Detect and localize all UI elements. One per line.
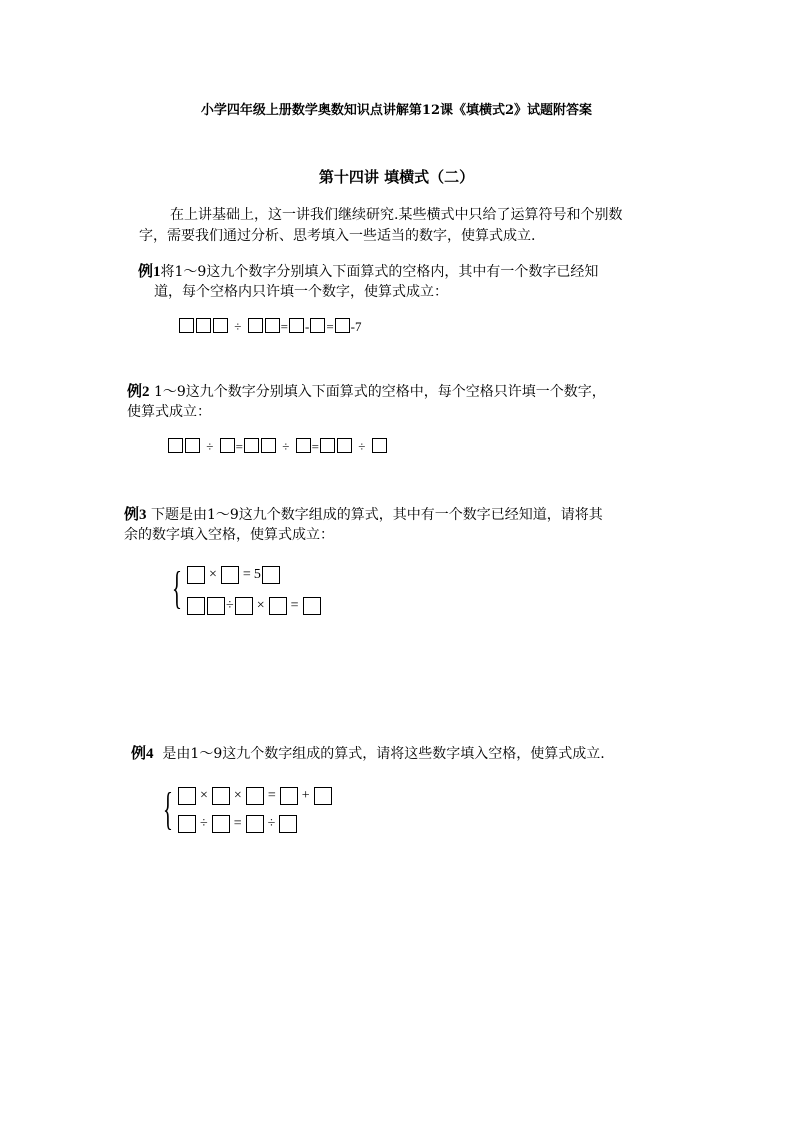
example-4-line-1	[131, 744, 605, 764]
example-3-text-1: 下题是由1～9这九个数字组成的算式，其中有一个数字已经知道，请将其	[150, 507, 603, 523]
example-1-text-1: 将1～9这九个数字分别填入下面算式的空格内，其中有一个数字已经知	[160, 264, 599, 280]
example-1-text-2: 道，每个空格内只许填一个数字，使算式成立：	[154, 284, 448, 300]
blank-box[interactable]	[296, 438, 311, 453]
blank-box[interactable]	[244, 438, 259, 453]
blank-box[interactable]	[303, 597, 321, 615]
times-sign: ×	[200, 788, 208, 803]
example-4-text-1: 是由1～9这九个数字组成的算式，请将这些数字填入空格，使算式成立.	[162, 746, 605, 762]
blank-box[interactable]	[280, 787, 298, 805]
blank-box[interactable]	[212, 815, 230, 833]
equals-sign: =	[267, 788, 276, 803]
blank-box[interactable]	[187, 597, 205, 615]
example-3-text-2: 余的数字填入空格，使算式成立：	[124, 527, 334, 543]
given-digit-five: 5	[253, 567, 261, 582]
left-brace: {	[163, 783, 173, 834]
lecture-title: 第十四讲 填横式（二）	[318, 168, 475, 186]
example-2-line-1	[127, 382, 606, 402]
blank-box[interactable]	[269, 597, 287, 615]
blank-box[interactable]	[196, 318, 211, 333]
left-brace: {	[172, 562, 182, 613]
equals-sign: =	[280, 319, 288, 334]
blank-box[interactable]	[235, 597, 253, 615]
intro-line-1: 在上讲基础上，这一讲我们继续研究.某些横式中只给了运算符号和个别数	[170, 207, 623, 223]
times-sign: ×	[256, 598, 265, 613]
blank-box[interactable]	[213, 318, 228, 333]
divide-sign: ÷	[206, 439, 214, 454]
example-2-equation	[167, 438, 388, 455]
example-2-text-2: 使算式成立：	[127, 404, 211, 420]
times-sign: ×	[233, 788, 242, 803]
example-3-row-1	[186, 565, 281, 585]
example-1-label: 例1	[138, 264, 161, 280]
document-title: 小学四年级上册数学奥数知识点讲解第12课《填横式2》试题附答案	[200, 103, 593, 118]
blank-box[interactable]	[261, 438, 276, 453]
blank-box[interactable]	[187, 566, 205, 584]
blank-box[interactable]	[207, 597, 225, 615]
blank-box[interactable]	[246, 815, 264, 833]
example-3-line-1	[124, 505, 603, 525]
divide-sign: ÷	[282, 439, 290, 454]
equals-sign: =	[235, 439, 243, 454]
blank-box[interactable]	[178, 787, 196, 805]
blank-box[interactable]	[168, 438, 183, 453]
example-1-line-1	[138, 262, 598, 282]
blank-box[interactable]	[310, 318, 325, 333]
example-3-row-2	[186, 596, 322, 616]
equals-sign: =	[311, 439, 319, 454]
divide-sign: ÷	[234, 319, 242, 334]
blank-box[interactable]	[221, 566, 239, 584]
example-2-label: 例2	[127, 384, 150, 400]
divide-sign: ÷	[267, 816, 276, 831]
blank-box[interactable]	[335, 318, 350, 333]
blank-box[interactable]	[178, 815, 196, 833]
minus-seven: -7	[350, 319, 362, 334]
example-3-label: 例3	[124, 507, 147, 523]
blank-box[interactable]	[220, 438, 235, 453]
blank-box[interactable]	[372, 438, 387, 453]
example-4-row-1	[177, 786, 333, 806]
blank-box[interactable]	[289, 318, 304, 333]
blank-box[interactable]	[212, 787, 230, 805]
equals-sign: =	[233, 816, 242, 831]
example-2-text-1: 1～9这九个数字分别填入下面算式的空格中，每个空格只许填一个数字，	[153, 384, 606, 400]
blank-box[interactable]	[265, 318, 280, 333]
divide-sign: ÷	[200, 816, 208, 831]
times-sign: ×	[209, 567, 217, 582]
blank-box[interactable]	[246, 787, 264, 805]
plus-sign: +	[301, 788, 310, 803]
intro-line-2: 字，需要我们通过分析、思考填入一些适当的数字，使算式成立.	[139, 228, 536, 244]
blank-box[interactable]	[314, 787, 332, 805]
example-4-label: 例4	[131, 746, 154, 762]
equals-sign: =	[290, 598, 299, 613]
equals-sign: =	[326, 319, 334, 334]
blank-box[interactable]	[279, 815, 297, 833]
blank-box[interactable]	[179, 318, 194, 333]
blank-box[interactable]	[320, 438, 335, 453]
minus-sign: -	[304, 319, 310, 334]
blank-box[interactable]	[262, 566, 280, 584]
divide-sign: ÷	[226, 598, 234, 613]
example-1-equation	[178, 318, 362, 335]
example-4-row-2	[177, 814, 298, 834]
equals-sign: =	[242, 567, 251, 582]
blank-box[interactable]	[337, 438, 352, 453]
divide-sign: ÷	[358, 439, 366, 454]
blank-box[interactable]	[185, 438, 200, 453]
blank-box[interactable]	[248, 318, 263, 333]
